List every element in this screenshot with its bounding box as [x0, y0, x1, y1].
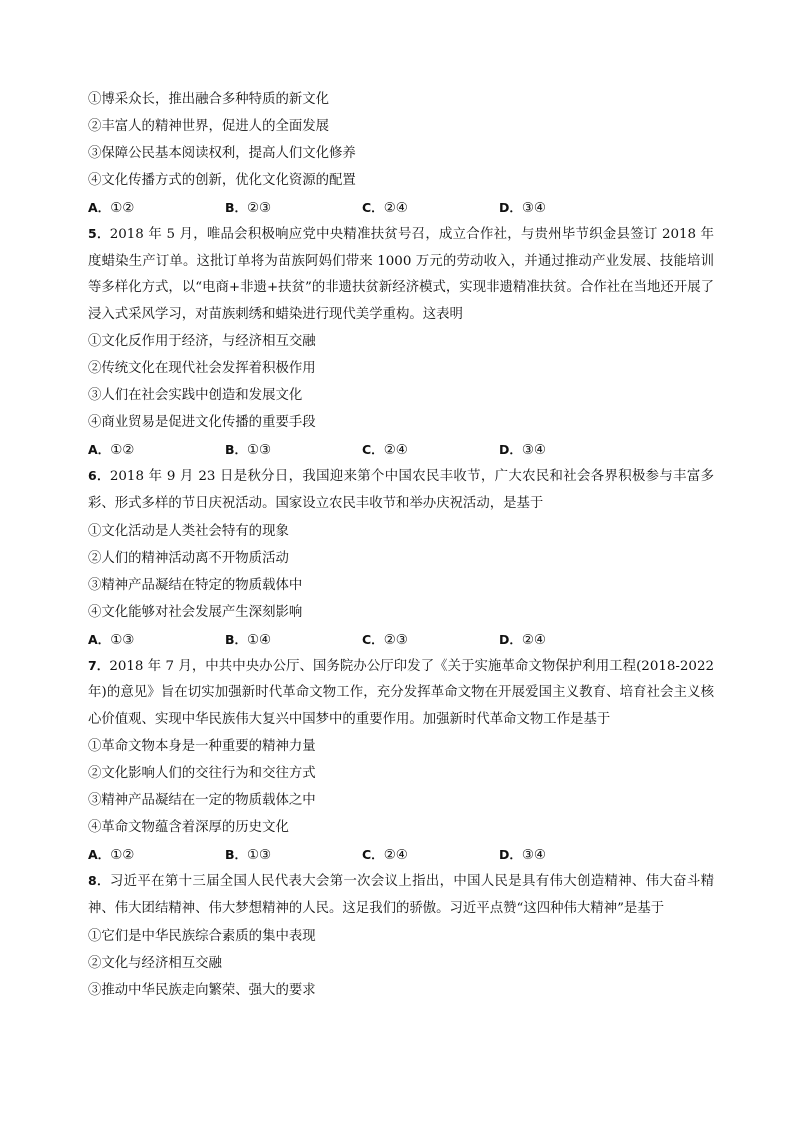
answer-choices [88, 841, 714, 868]
option: ①文化反作用于经济，与经济相互交融 [88, 334, 316, 350]
answer-d: D．③④ [499, 847, 546, 864]
question-8 [88, 868, 714, 1003]
answer-c: C．②④ [362, 442, 408, 459]
answer-a: A．①③ [88, 631, 135, 648]
answer-d: D．③④ [499, 442, 546, 459]
question-number: 6． [88, 468, 110, 484]
option: ①博采众长，推出融合多种特质的新文化 [88, 92, 330, 107]
option: ②传统文化在现代社会发挥着积极作用 [88, 361, 316, 377]
answer-c: C．②④ [362, 847, 408, 864]
answer-choices [88, 194, 714, 221]
option: ②人们的精神活动离不开物质活动 [88, 550, 289, 566]
option: ③精神产品凝结在特定的物质载体中 [88, 577, 303, 593]
option: ②文化影响人们的交往行为和交往方式 [88, 766, 316, 782]
option: ①革命文物本身是一种重要的精神力量 [88, 739, 316, 755]
question-number: 7． [88, 657, 110, 673]
question-stem: 5．2018 年 5 月，唯品会积极响应党中央精准扶贫号召，成立合作社，与贵州毕节织金县签订 2018 年度蜡染生产订单。这批订单将为苗族阿妈们带来 1000 万元的劳动收入，并通过推动产业发展、技能培训等多样化方式，以“电商+非遗+扶贫”的非遗扶贫新经济模式，实现非遗精准扶贫。合作社在当地还开展了浸入式采风学习，对苗族刺绣和蜡染进行现代美学重构。这表明 [88, 226, 714, 322]
answer-b: B．①④ [225, 631, 272, 648]
option: ③人们在社会实践中创造和发展文化 [88, 388, 303, 404]
option: ③保障公民基本阅读权利，提高人们文化修养 [88, 146, 356, 161]
answer-d: D．③④ [499, 200, 546, 216]
question-7 [88, 653, 714, 869]
answer-b: B．①③ [225, 442, 272, 459]
option: ④文化传播方式的创新，优化文化资源的配置 [88, 173, 356, 188]
option: ③精神产品凝结在一定的物质载体之中 [88, 793, 316, 809]
answer-d: D．②④ [499, 631, 546, 648]
option: ②丰富人的精神世界，促进人的全面发展 [88, 119, 330, 134]
option: ②文化与经济相互交融 [88, 955, 222, 971]
answer-choices [88, 436, 714, 463]
answer-a: A．①② [88, 847, 135, 864]
question-number: 8． [88, 873, 110, 889]
option: ④商业贸易是促进文化传播的重要手段 [88, 415, 316, 431]
answer-a: A．①② [88, 442, 135, 459]
answer-b: B．②③ [225, 200, 272, 216]
answer-a: A．①② [88, 200, 135, 216]
option: ③推动中华民族走向繁荣、强大的要求 [88, 982, 316, 998]
question-6 [88, 463, 714, 652]
answer-c: C．②④ [362, 200, 408, 216]
option: ④文化能够对社会发展产生深刻影响 [88, 604, 303, 620]
answer-c: C．②③ [362, 631, 408, 648]
answer-choices [88, 626, 714, 653]
question-list [88, 86, 714, 1004]
question-stem: 6．2018 年 9 月 23 日是秋分日，我国迎来第个中国农民丰收节，广大农民和社会各界积极参与丰富多彩、形式多样的节日庆祝活动。国家设立农民丰收节和举办庆祝活动，是基于 [88, 468, 714, 511]
question-5 [88, 221, 714, 463]
question-stem: 8．习近平在第十三届全国人民代表大会第一次会议上指出，中国人民是具有伟大创造精神、伟大奋斗精神、伟大团结精神、伟大梦想精神的人民。这足我们的骄傲。习近平点赞“这四种伟大精神”是基于 [88, 873, 715, 916]
answer-b: B．①③ [225, 847, 272, 864]
option: ①它们是中华民族综合素质的集中表现 [88, 928, 316, 944]
option: ①文化活动是人类社会特有的现象 [88, 523, 289, 539]
option: ④革命文物蕴含着深厚的历史文化 [88, 820, 289, 836]
question-stem: 7．2018 年 7 月，中共中央办公厅、国务院办公厅印发了《关于实施革命文物保护利用工程(2018-2022 年)的意见》旨在切实加强新时代革命文物工作，充分发挥革命文物在开展爱国主义教育、培育社会主义核心价值观、实现中华民族伟大复兴中国梦中的重要作用。加强新时代革命文物工作是基于 [88, 657, 714, 727]
question-4-tail [88, 86, 714, 221]
question-number: 5． [88, 226, 110, 241]
